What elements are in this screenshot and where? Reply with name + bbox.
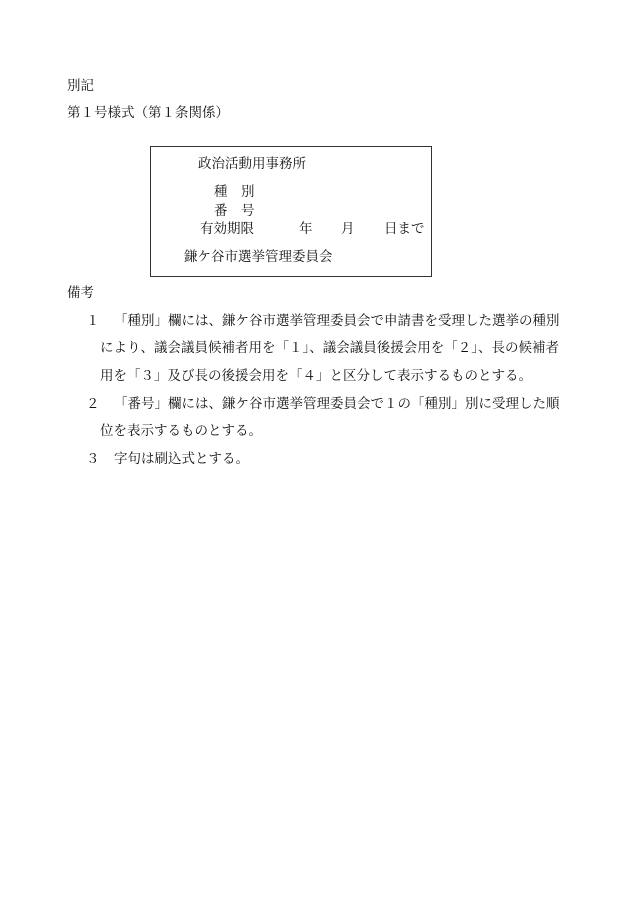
kind-label: 種 別: [214, 184, 255, 200]
form-title: 第１号様式（第１条関係）: [67, 105, 229, 121]
box-title: 政治活動用事務所: [198, 156, 306, 172]
remark-number: ２: [86, 396, 100, 412]
remark-number: １: [86, 313, 100, 329]
remark-line: 「番号」欄には、鎌ケ谷市選挙管理委員会で１の「種別」別に受理した順: [114, 396, 560, 412]
remark-line: により、議会議員候補者用を「１」、議会議員後援会用を「２」、長の候補者: [100, 340, 559, 356]
validity-until: 日まで: [384, 221, 425, 237]
appendix-label: 別記: [67, 78, 94, 94]
remarks-title: 備考: [67, 285, 94, 301]
remark-line: 用を「３」及び長の後援会用を「４」と区分して表示するものとする。: [100, 368, 532, 384]
remark-number: ３: [86, 451, 100, 467]
validity-label: 有効期限: [200, 221, 254, 237]
validity-month: 月: [341, 221, 355, 237]
remark-line: 位を表示するものとする。: [100, 423, 262, 439]
remark-line: 「種別」欄には、鎌ケ谷市選挙管理委員会で申請書を受理した選挙の種別: [114, 313, 560, 329]
issuer-name: 鎌ケ谷市選挙管理委員会: [184, 249, 333, 265]
validity-year: 年: [299, 221, 313, 237]
number-label: 番 号: [214, 203, 255, 219]
remark-line: 字句は刷込式とする。: [114, 451, 249, 467]
